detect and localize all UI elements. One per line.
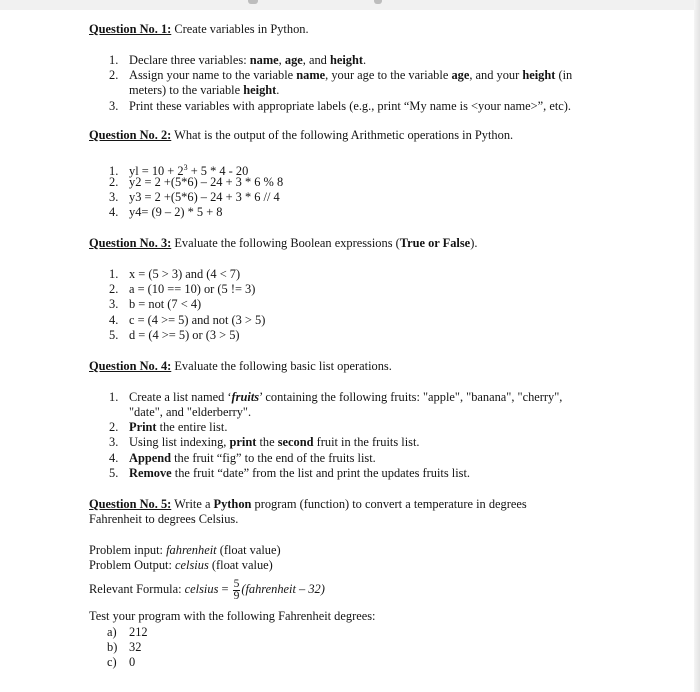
q4-item-2: 2. Print the entire list. (109, 420, 228, 434)
q5-heading-cont: Fahrenheit to degrees Celsius. (89, 512, 239, 526)
q1-item-3: 3. Print these variables with appropriate labels (e.g., print “My name is <your name>”, etc). (109, 99, 572, 113)
q5-output: Problem Output: celsius (float value) (89, 558, 273, 572)
formula-fraction: $\frac{5}{9}$ (233, 577, 240, 602)
q3-item-1: 1. x = (5 > 3) and (4 < 7) (109, 267, 241, 281)
q5-test-b: b) 32 (107, 640, 142, 654)
q1-label: Question No. 1: (89, 22, 172, 36)
q3-item-4: 4. c = (4 >= 5) and not (3 > 5) (109, 313, 266, 327)
q2-item-2: 2. y2 = 2 +(5*6) – 24 + 3 * 6 % 8 (109, 175, 284, 189)
q5-heading: Question No. 5: Write a Python program (function) to convert a temperature in degrees (89, 497, 527, 511)
q1-heading (89, 22, 309, 37)
q3-item-3: 3. b = not (7 < 4) (109, 297, 202, 311)
q5-test-a: a) 212 (107, 625, 148, 639)
q4-heading (89, 359, 392, 374)
q5-label: Question No. 5: (89, 497, 172, 511)
q4-text: Evaluate the following basic list operations. (171, 359, 392, 373)
q1-item-2: 2. Assign your name to the variable name, your age to the variable age, and your height (in (109, 68, 573, 82)
q2-item-4: 4. y4= (9 – 2) * 5 + 8 (109, 205, 223, 219)
q1-text: Create variables in Python. (171, 22, 309, 36)
q3-label: Question No. 3: (89, 236, 172, 250)
q5-test-intro: Test your program with the following Fahrenheit degrees: (89, 609, 376, 623)
q4-item-4: 4. Append the fruit “fig” to the end of the fruits list. (109, 451, 376, 465)
q4-label: Question No. 4: (89, 359, 172, 373)
q4-item-3: 3. Using list indexing, print the second fruit in the fruits list. (109, 435, 420, 449)
q5-formula: Relevant Formula: celsius = $\frac{5}{9}$ (fahrenheit – 32) (89, 577, 325, 602)
q5-test-c: c) 0 (107, 655, 136, 669)
q3-heading: Question No. 3: Evaluate the following Boolean expressions (True or False). (89, 236, 478, 250)
q3-item-2: 2. a = (10 == 10) or (5 != 3) (109, 282, 256, 296)
q2-text: What is the output of the following Arithmetic operations in Python. (171, 128, 514, 142)
q5-input: Problem input: fahrenheit (float value) (89, 543, 281, 557)
q2-heading (89, 128, 513, 143)
q2-item-3: 3. y3 = 2 +(5*6) – 24 + 3 * 6 // 4 (109, 190, 280, 204)
q3-item-5: 5. d = (4 >= 5) or (3 > 5) (109, 328, 240, 342)
page-edge (694, 0, 700, 692)
q4-item-5: 5. Remove the fruit “date” from the list and print the updates fruits list. (109, 466, 471, 480)
q2-item-1: 1. yl = $10 + 2^3 + 5 * 4 - 20$ (109, 163, 249, 179)
q2-label: Question No. 2: (89, 128, 172, 142)
q1-item-2-cont: meters) to the variable height. (129, 83, 280, 97)
q4-item-1-cont: "date", and "elderberry". (129, 405, 252, 419)
top-edge (0, 0, 700, 10)
q4-item-1: 1. Create a list named ‘fruits’ containing the following fruits: "apple", "banana", "cherry", (109, 390, 563, 404)
q1-item-1: 1. Declare three variables: name, age, and height. (109, 53, 367, 67)
